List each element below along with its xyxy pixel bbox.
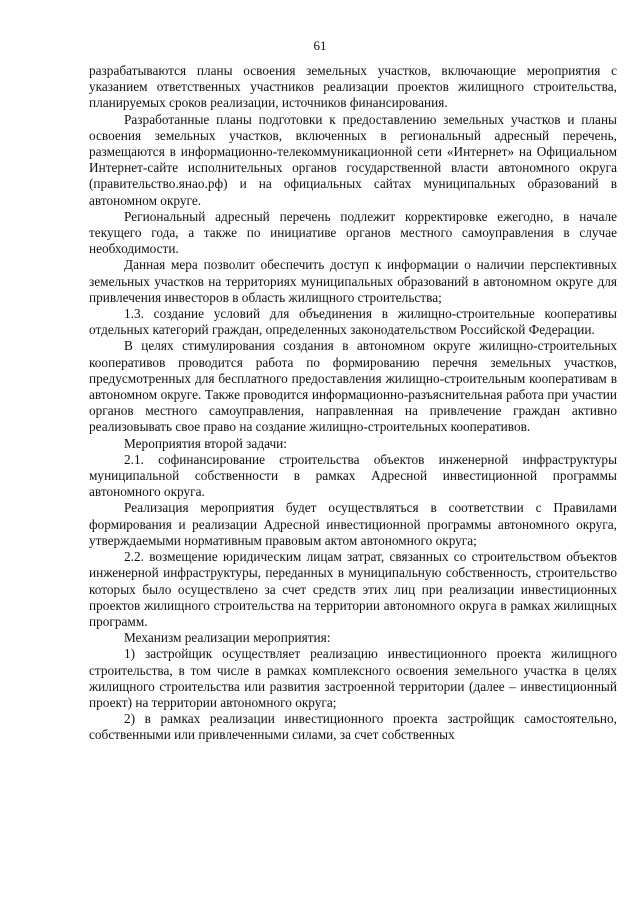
paragraph: 2.2. возмещение юридическим лицам затрат, связанных со строительством объектов инженерной инфраструктуры, переданных в муниципальную собственность, строительство которых было осуществлено за счет средств этих лиц при реализации инвестиционных проектов жилищного строительства на территории автономного округа в рамках жилищных программ. bbox=[89, 549, 617, 629]
page-number: 61 bbox=[313, 38, 327, 53]
paragraph: разрабатываются планы освоения земельных участков, включающие мероприятия с указанием ответственных участников реализации проектов жилищного строительства, планируемых сроков реализации, источников финансирования. bbox=[89, 63, 617, 111]
paragraph: Мероприятия второй задачи: bbox=[124, 435, 287, 451]
paragraph: Реализация мероприятия будет осуществляться в соответствии с Правилами формирования и реализации Адресной инвестиционной программы автономного округа, утверждаемыми нормативным правовым актом автономного округа; bbox=[89, 500, 617, 548]
paragraph: В целях стимулирования создания в автономном округе жилищно-строительных кооперативов проводится работа по формированию перечня земельных участков, предусмотренных для бесплатного предоставления жилищно-строительным кооперативам в автономном округе. Также проводится информационно-разъяснительная работа при участии органов местного самоуправления, направленная на привлечение граждан активно реализовывать свое право на создание жилищно-строительных кооперативов. bbox=[89, 338, 617, 435]
document-body bbox=[89, 63, 617, 744]
paragraph: Региональный адресный перечень подлежит корректировке ежегодно, в начале текущего года, а также по инициативе органов местного самоуправления в случае необходимости. bbox=[89, 208, 617, 257]
paragraph: 2.1. софинансирование строительства объектов инженерной инфраструктуры муниципальной собственности в рамках Адресной инвестиционной программы автономного округа. bbox=[89, 451, 617, 500]
paragraph: 1) застройщик осуществляет реализацию инвестиционного проекта жилищного строительства, в том числе в рамках комплексного освоения земельного участка в целях жилищного строительства или развития застроенной территории (далее – инвестиционный проект) на территории автономного округа; bbox=[89, 646, 617, 710]
paragraph: 1.3. создание условий для объединения в жилищно-строительные кооперативы отдельных категорий граждан, определенных законодательством Российской Федерации. bbox=[89, 306, 617, 338]
paragraph: Разработанные планы подготовки к предоставлению земельных участков и планы освоения земельных участков, включенных в региональный адресный перечень, размещаются в информационно-телекоммуникационной сети «Интернет» на Официальном Интернет-сайте исполнительных органов государственной власти автономного округа (правительство.янао.рф) и на официальных сайтах муниципальных образований в автономном округе. bbox=[89, 111, 617, 208]
paragraph: Данная мера позволит обеспечить доступ к информации о наличии перспективных земельных участков на территориях муниципальных образований в автономном округе для привлечения инвесторов в область жилищного строительства; bbox=[89, 257, 617, 305]
paragraph: 2) в рамках реализации инвестиционного проекта застройщик самостоятельно, собственными или привлеченными силами, за счет собственных bbox=[89, 711, 617, 743]
paragraph: Механизм реализации мероприятия: bbox=[124, 630, 331, 646]
